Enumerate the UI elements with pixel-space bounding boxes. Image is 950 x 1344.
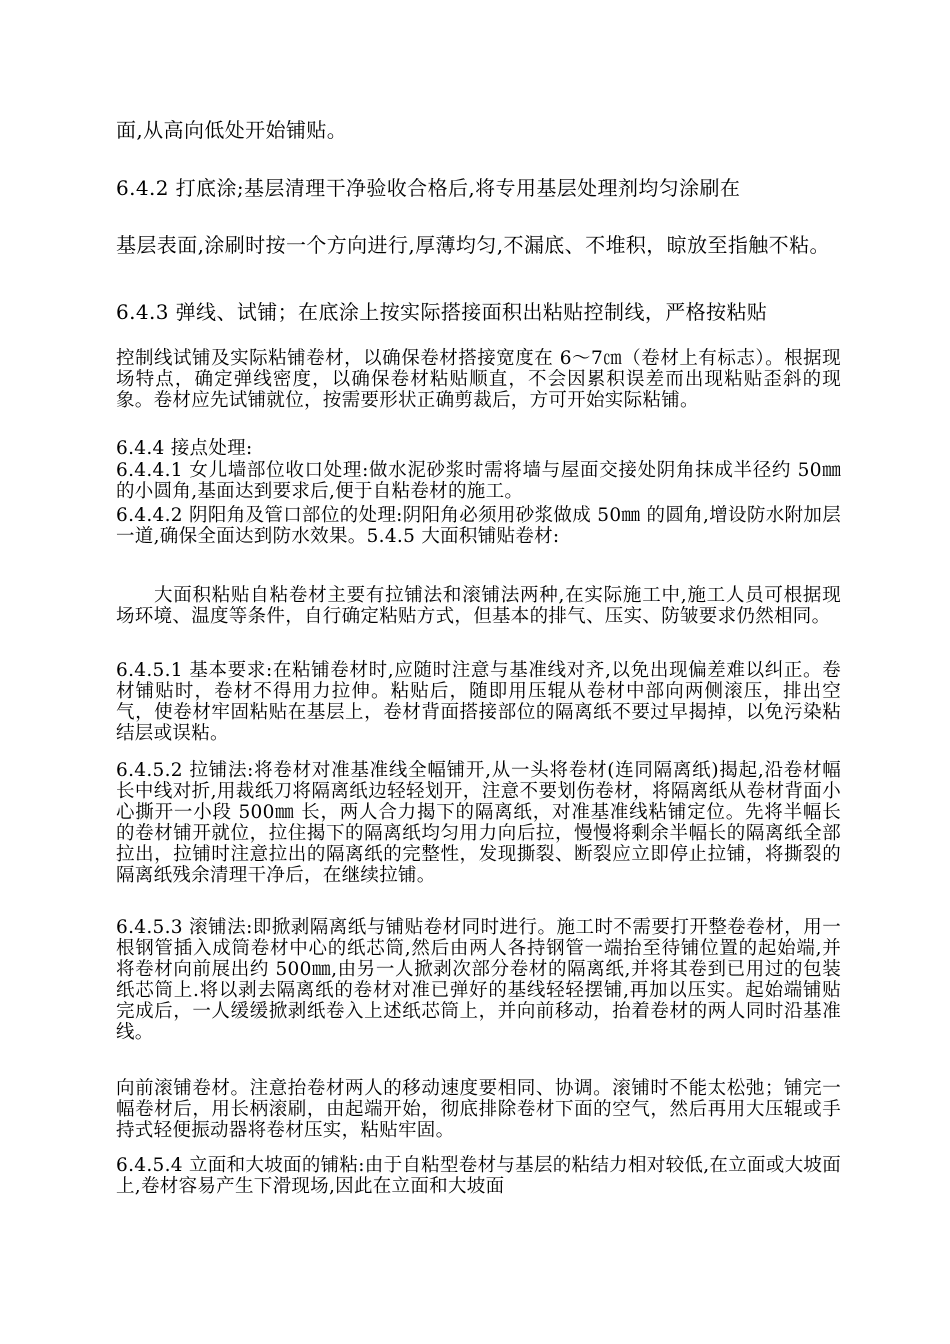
paragraph-6-4-5-3: 6.4.5.3 滚铺法:即掀剥隔离纸与铺贴卷材同时进行。施工时不需要打开整卷卷材，用一根钢管插入成筒卷材中心的纸芯筒,然后由两人各持钢管一端抬至待铺位置的起始端,并将卷材向前展出约 500㎜,由另一人掀剥次部分卷材的隔离纸,并将其卷到已用过的包装纸芯筒上.将以剥去隔离纸的卷材对准已弹好的基线轻轻摆铺,再加以压实。起始端铺贴完成后，一人缓缓掀剥纸卷入上述纸芯筒上，并向前移动，抬着卷材的两人同时沿基准线。 (116, 917, 841, 1043)
paragraph-6-4-3-cont: 控制线试铺及实际粘铺卷材，以确保卷材搭接宽度在 6～7㎝（卷材上有标志）。根据现场特点，确定弹线密度，以确保卷材粘贴顺直，不会因累积误差而出现粘贴歪斜的现象。卷材应先试铺就位，按需要形状正确剪裁后，方可开始实际粘铺。 (116, 348, 841, 411)
paragraph-6-4-3: 6.4.3 弹线、试铺；在底涂上按实际搭接面积出粘贴控制线，严格按粘贴 (116, 300, 768, 324)
paragraph-6-4-2-cont: 基层表面,涂刷时按一个方向进行,厚薄均匀,不漏底、不堆积，晾放至指触不粘。 (116, 233, 830, 257)
paragraph-6-4-5-2: 6.4.5.2 拉铺法:将卷材对准基准线全幅铺开,从一头将卷材(连同隔离纸)揭起,沿卷材幅长中线对折,用裁纸刀将隔离纸边轻轻划开，注意不要划伤卷材，将隔离纸从卷材背面小心撕开一小段 500㎜ 长，两人合力揭下的隔离纸，对准基准线粘铺定位。先将半幅长的卷材铺开就位，拉住揭下的隔离纸均匀用力向后拉，慢慢将剩余半幅长的隔离纸全部拉出，拉铺时注意拉出的隔离纸的完整性，发现撕裂、断裂应立即停止拉铺，将撕裂的隔离纸残余清理干净后，在继续拉铺。 (116, 760, 841, 886)
paragraph-6-4-5-1: 6.4.5.1 基本要求:在粘铺卷材时,应随时注意与基准线对齐,以免出现偏差难以纠正。卷材铺贴时，卷材不得用力拉伸。粘贴后，随即用压辊从卷材中部向两侧滚压，排出空气，使卷材牢固粘贴在基层上，卷材背面搭接部位的隔离纸不要过早揭掉，以免污染粘结层或误粘。 (116, 660, 841, 744)
paragraph-6-4-2: 6.4.2 打底涂;基层清理干净验收合格后,将专用基层处理剂均匀涂刷在 (116, 176, 741, 200)
paragraph-6-4-4-1: 6.4.4.1 女儿墙部位收口处理:做水泥砂浆时需将墙与屋面交接处阴角抹成半径约 50㎜ 的小圆角,基面达到要求后,便于自粘卷材的施工。 (116, 460, 841, 502)
paragraph-6-4-5-3-cont: 向前滚铺卷材。注意抬卷材两人的移动速度要相同、协调。滚铺时不能太松弛；铺完一幅卷材后，用长柄滚刷，由起端开始，彻底排除卷材下面的空气，然后再用大压辊或手持式轻便振动器将卷材压实，粘贴牢固。 (116, 1078, 841, 1141)
paragraph-continuation: 面,从高向低处开始铺贴。 (116, 118, 348, 142)
paragraph-large-area: 大面积粘贴自粘卷材主要有拉铺法和滚铺法两种,在实际施工中,施工人员可根据现场环境、温度等条件，自行确定粘贴方式，但基本的排气、压实、防皱要求仍然相同。 (116, 585, 841, 627)
paragraph-6-4-4-2: 6.4.4.2 阴阳角及管口部位的处理:阴阳角必须用砂浆做成 50㎜ 的圆角,增设防水附加层一道,确保全面达到防水效果。5.4.5 大面积铺贴卷材: (116, 505, 841, 547)
paragraph-6-4-5-4: 6.4.5.4 立面和大坡面的铺粘:由于自粘型卷材与基层的粘结力相对较低,在立面或大坡面上,卷材容易产生下滑现场,因此在立面和大坡面 (116, 1155, 841, 1197)
heading-6-4-4: 6.4.4 接点处理: (116, 438, 253, 459)
